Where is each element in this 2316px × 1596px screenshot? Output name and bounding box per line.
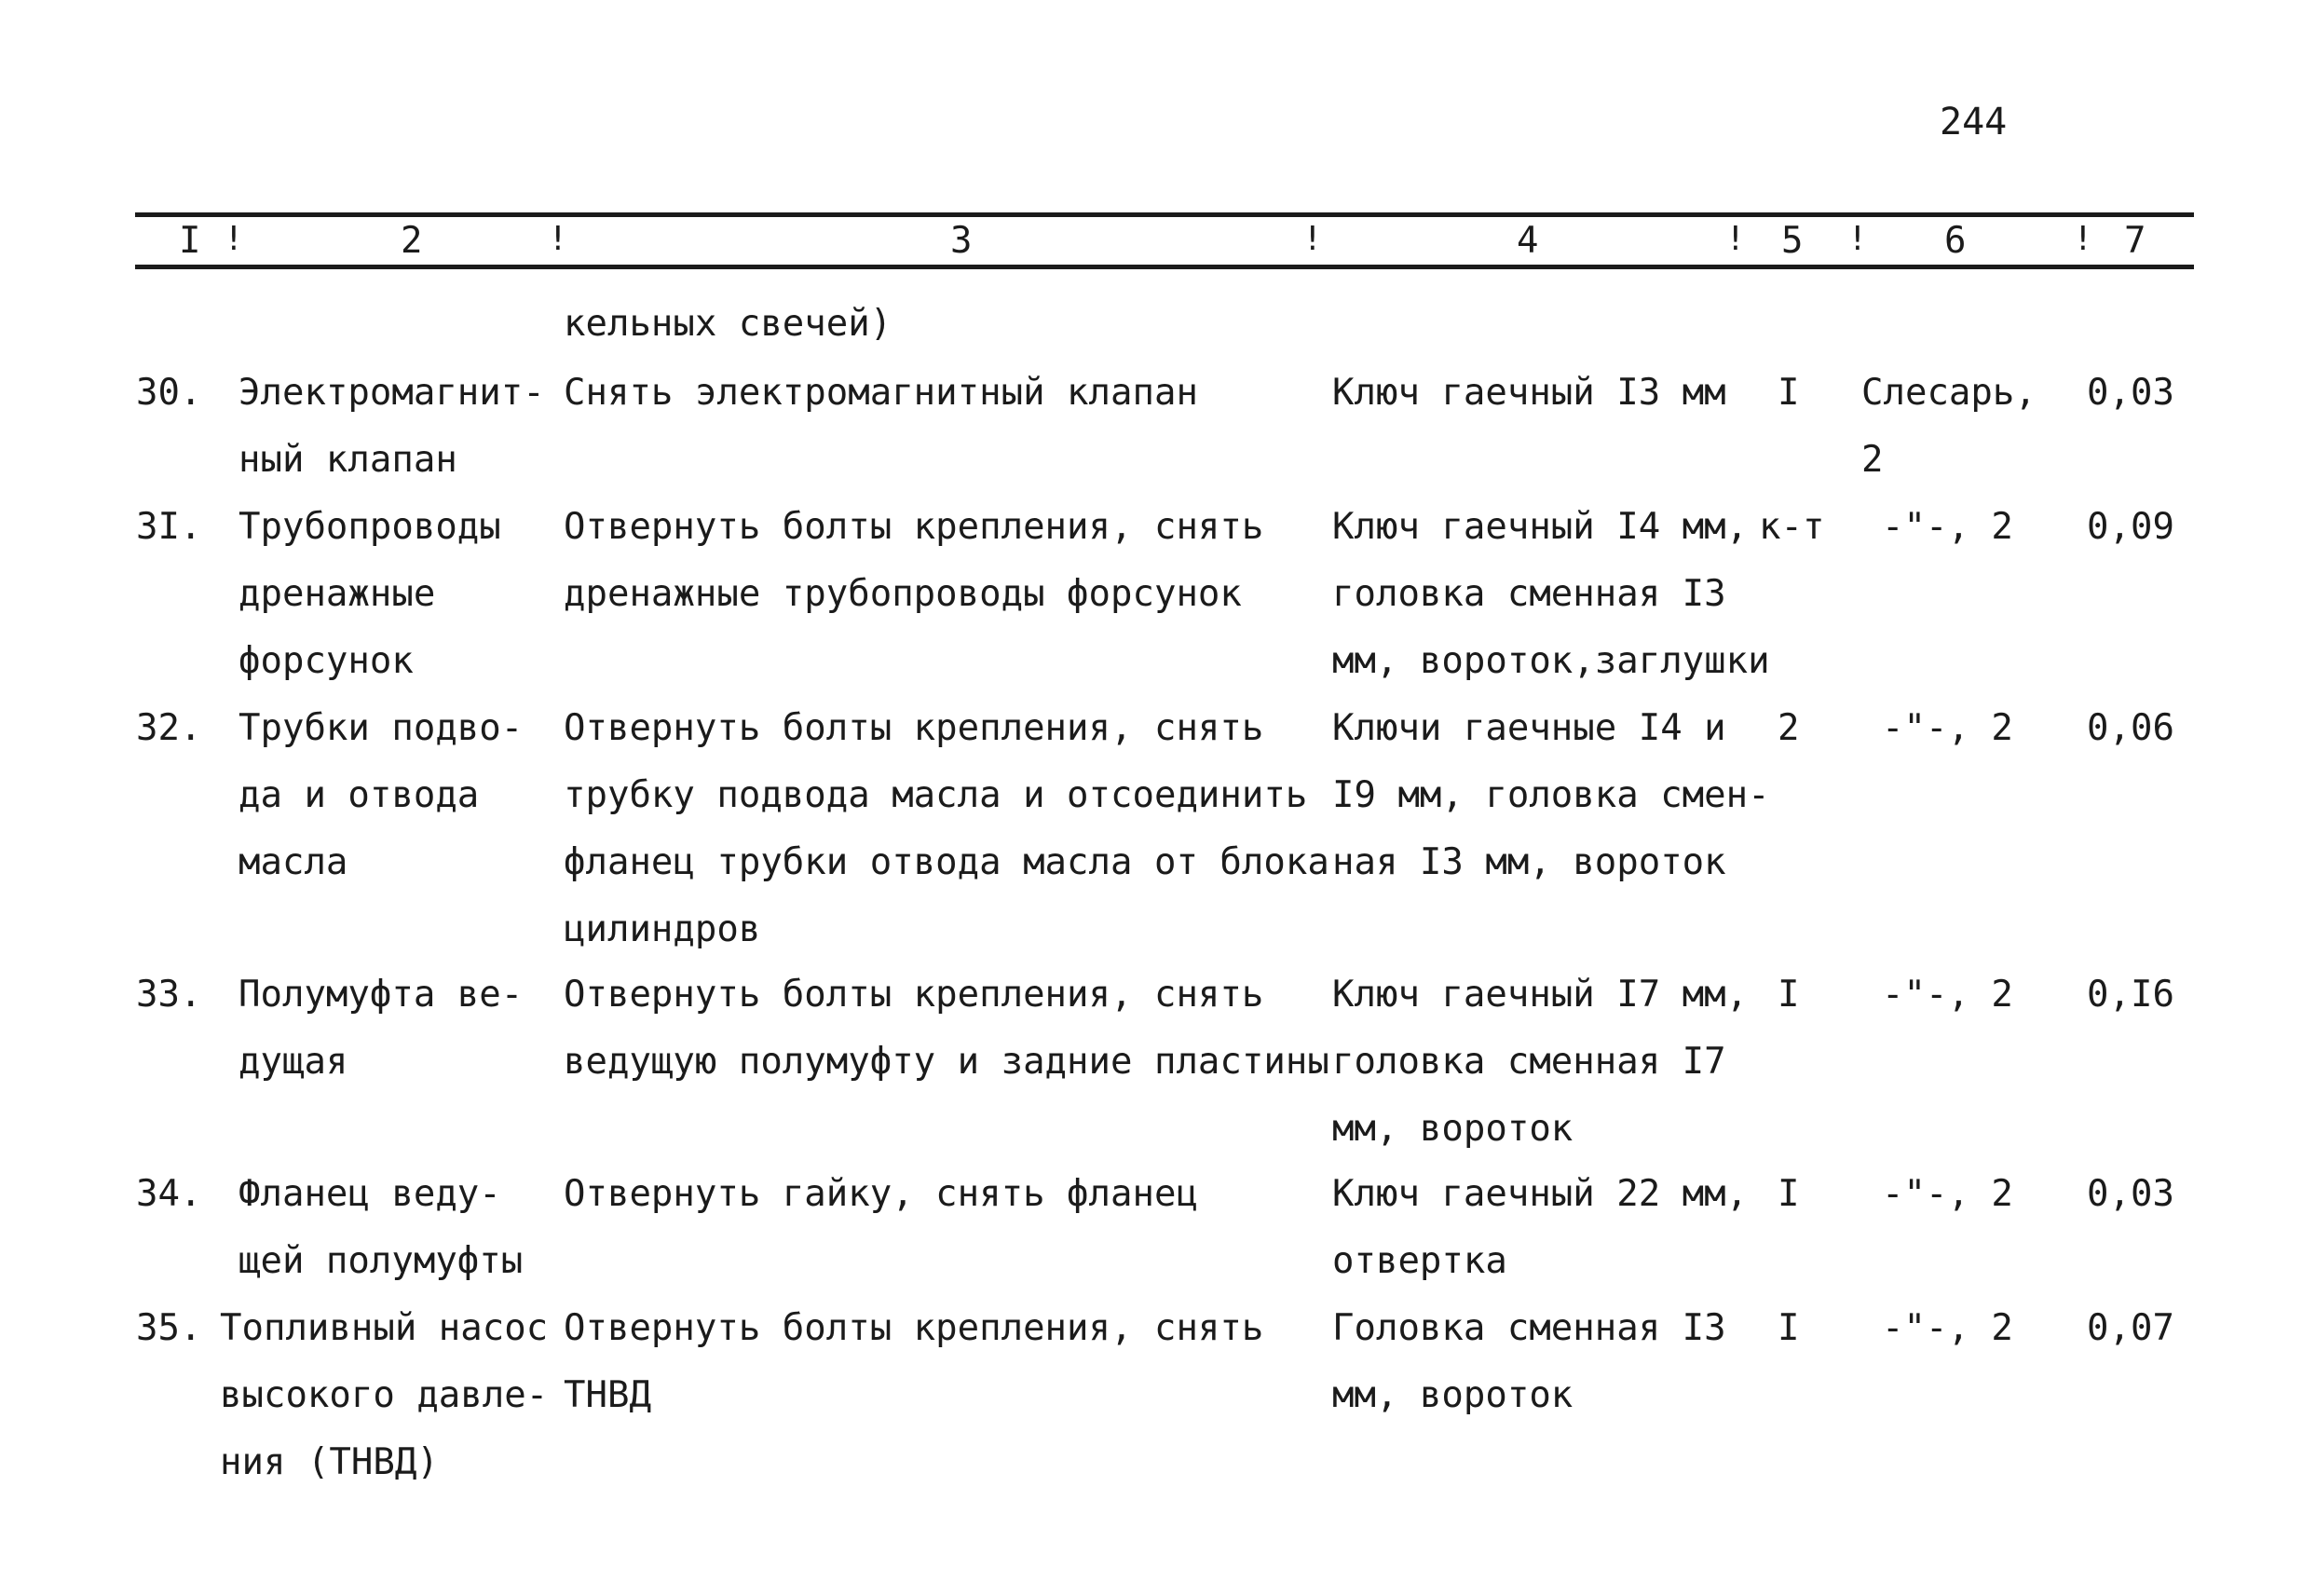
row-quantity: I xyxy=(1778,372,1800,414)
row-name: Фланец веду- щей полумуфты xyxy=(238,1173,524,1282)
row-quantity: 2 xyxy=(1778,707,1800,749)
row-quantity: I xyxy=(1778,1173,1800,1215)
row-quantity: I xyxy=(1778,1307,1800,1349)
row-quantity: I xyxy=(1778,974,1800,1016)
row-number: 30. xyxy=(136,372,202,414)
header-separator: ! xyxy=(1847,220,1868,258)
header-separator: ! xyxy=(224,220,244,258)
header-separator: ! xyxy=(548,220,568,258)
row-worker: -"-, 2 xyxy=(1882,707,2013,749)
row-name: Трубки подво- да и отвода масла xyxy=(238,707,524,883)
row-number: 33. xyxy=(136,974,202,1016)
row-number: 3I. xyxy=(136,506,202,548)
row-number: 35. xyxy=(136,1307,202,1349)
row-worker: Слесарь, 2 xyxy=(1861,372,2037,481)
row-tool: Ключ гаечный 22 мм, отвертка xyxy=(1332,1173,1749,1282)
row-time: 0,I6 xyxy=(2087,974,2174,1016)
row-name: Трубопроводы дренажные форсунок xyxy=(238,506,501,682)
row-time: 0,06 xyxy=(2087,707,2174,749)
row-operation: Отвернуть болты крепления, снять ТНВД xyxy=(564,1307,1264,1416)
row-worker: -"-, 2 xyxy=(1882,1307,2013,1349)
row-tool: Ключ гаечный I7 мм, головка сменная I7 мм, вороток xyxy=(1332,974,1749,1150)
continuation-text: кельных свечей) xyxy=(564,303,892,345)
header-separator: ! xyxy=(1302,220,1323,258)
row-time: 0,03 xyxy=(2087,372,2174,414)
row-quantity: к-т xyxy=(1759,506,1825,548)
header-col-7: 7 xyxy=(2124,220,2146,262)
row-tool: Ключ гаечный I4 мм, головка сменная I3 мм, вороток,заглушки xyxy=(1332,506,1770,682)
header-col-5: 5 xyxy=(1781,220,1804,262)
row-name: Топливный насос высокого давле- ния (ТНВД) xyxy=(220,1307,549,1483)
header-col-1: I xyxy=(179,220,201,262)
row-number: 32. xyxy=(136,707,202,749)
header-col-6: 6 xyxy=(1944,220,1967,262)
row-operation: Отвернуть гайку, снять фланец xyxy=(564,1173,1198,1215)
row-time: 0,07 xyxy=(2087,1307,2174,1349)
row-worker: -"-, 2 xyxy=(1882,506,2013,548)
header-col-4: 4 xyxy=(1517,220,1539,262)
row-number: 34. xyxy=(136,1173,202,1215)
row-operation: Отвернуть болты крепления, снять ведущую полумуфту и задние пластины xyxy=(564,974,1329,1083)
row-worker: -"-, 2 xyxy=(1882,974,2013,1016)
row-tool: Головка сменная I3 мм, вороток xyxy=(1332,1307,1726,1416)
row-worker: -"-, 2 xyxy=(1882,1173,2013,1215)
row-name: Полумуфта ве- дущая xyxy=(238,974,524,1083)
header-separator: ! xyxy=(2073,220,2093,258)
table-header-rule xyxy=(135,265,2194,269)
row-time: 0,09 xyxy=(2087,506,2174,548)
page-number: 244 xyxy=(1940,101,2008,143)
header-col-2: 2 xyxy=(401,220,423,262)
row-operation: Отвернуть болты крепления, снять трубку подвода масла и отсоединить фланец трубки отвода масла от блока цилиндров xyxy=(564,707,1329,950)
table-top-rule xyxy=(135,212,2194,217)
row-tool: Ключи гаечные I4 и I9 мм, головка смен- ная I3 мм, вороток xyxy=(1332,707,1770,883)
row-name: Электромагнит- ный клапан xyxy=(238,372,545,481)
row-tool: Ключ гаечный I3 мм xyxy=(1332,372,1726,414)
header-separator: ! xyxy=(1725,220,1746,258)
row-operation: Снять электромагнитный клапан xyxy=(564,372,1198,414)
row-time: 0,03 xyxy=(2087,1173,2174,1215)
row-operation: Отвернуть болты крепления, снять дренажные трубопроводы форсунок xyxy=(564,506,1264,615)
header-col-3: 3 xyxy=(950,220,973,262)
